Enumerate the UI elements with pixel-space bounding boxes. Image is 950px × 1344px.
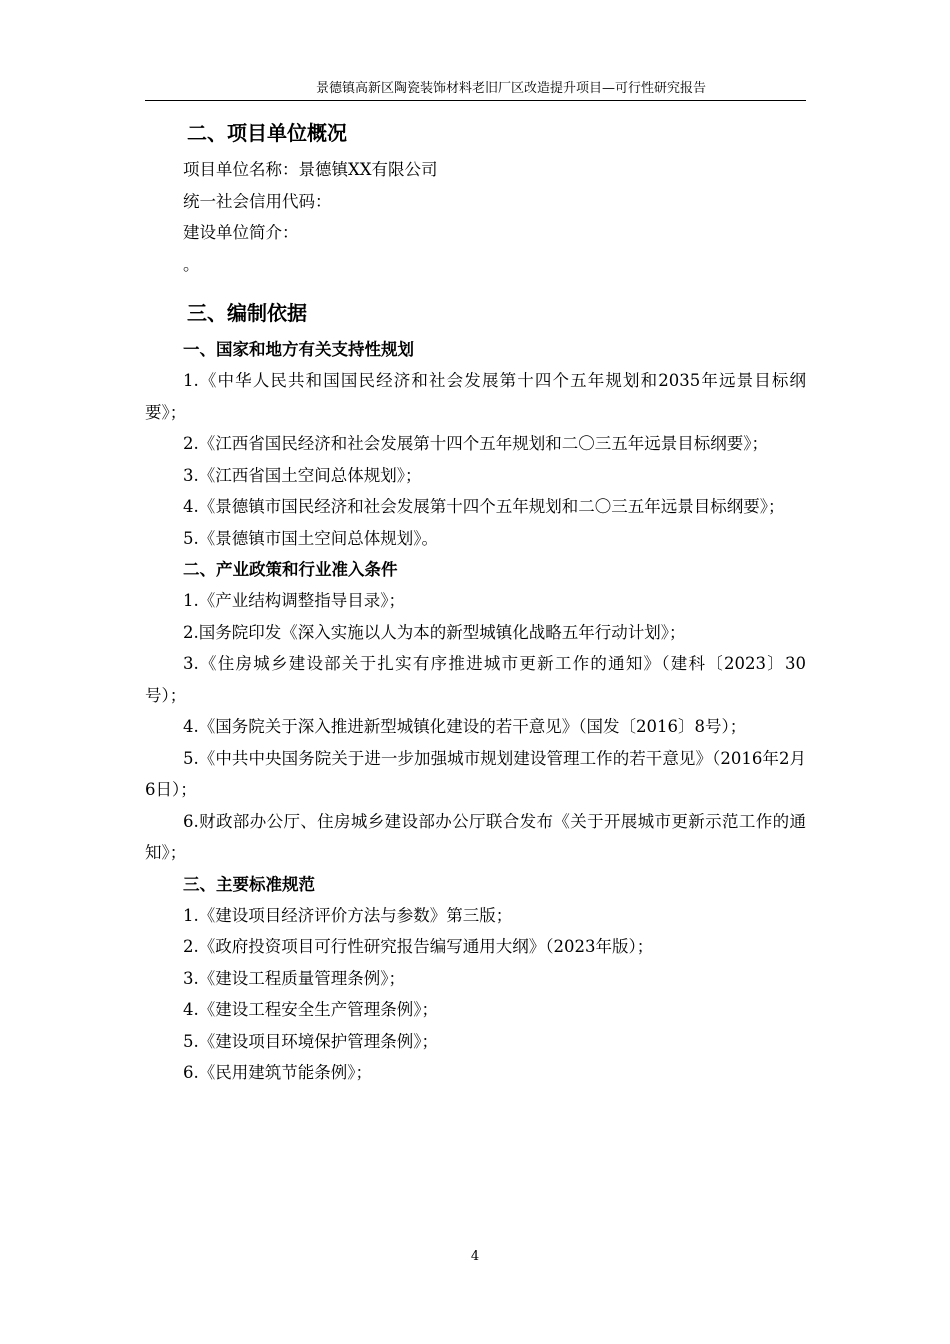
list-item: 5.《建设项目环境保护管理条例》； [183, 1031, 438, 1051]
section-heading-project-unit: 二、项目单位概况 [187, 121, 347, 145]
list-item: 3.《住房城乡建设部关于扎实有序推进城市更新工作的通知》（建科〔2023〕30号）； [145, 654, 806, 705]
page-header [145, 80, 806, 101]
list-item: 3.《江西省国土空间总体规划》； [183, 465, 422, 485]
list-item: 5.《中共中央国务院关于进一步加强城市规划建设管理工作的若干意见》（2016年2月6日）； [145, 748, 806, 799]
project-unit-name: 项目单位名称：景德镇XX有限公司 [183, 160, 438, 179]
list-item: 2.《江西省国民经济和社会发展第十四个五年规划和二〇三五年远景目标纲要》； [183, 434, 768, 453]
list-item: 4.《国务院关于深入推进新型城镇化建设的若干意见》（国发〔2016〕8号）； [183, 717, 747, 736]
unit-intro-body: 。 [183, 254, 200, 274]
list-item: 5.《景德镇市国土空间总体规划》。 [183, 528, 438, 548]
page-number: 4 [470, 1249, 480, 1264]
subsection-heading-planning: 一、国家和地方有关支持性规划 [183, 340, 414, 359]
list-item: 1.《产业结构调整指导目录》； [183, 591, 405, 610]
document-body [145, 112, 806, 1089]
credit-code: 统一社会信用代码： [183, 191, 332, 211]
subsection-heading-standards: 三、主要标准规范 [183, 874, 315, 894]
list-item: 4.《建设工程安全生产管理条例》； [183, 1000, 438, 1019]
list-item: 1.《建设项目经济评价方法与参数》第三版； [183, 905, 513, 925]
subsection-heading-policy: 二、产业政策和行业准入条件 [183, 560, 398, 579]
running-header-title: 景德镇高新区陶瓷装饰材料老旧厂区改造提升项目—可行性研究报告 [315, 81, 706, 96]
unit-intro: 建设单位简介： [183, 223, 299, 242]
list-item: 2.《政府投资项目可行性研究报告编写通用大纲》（2023年版）； [183, 937, 654, 956]
list-item: 6.《民用建筑节能条例》； [183, 1063, 372, 1082]
list-item: 4.《景德镇市国民经济和社会发展第十四个五年规划和二〇三五年远景目标纲要》； [183, 497, 785, 516]
section-heading-basis: 三、编制依据 [187, 301, 307, 325]
list-item: 3.《建设工程质量管理条例》； [183, 968, 405, 988]
list-item: 2.国务院印发《深入实施以人为本的新型城镇化战略五年行动计划》； [183, 622, 686, 642]
list-item: 1.《中华人民共和国国民经济和社会发展第十四个五年规划和2035年远景目标纲要》； [145, 371, 806, 422]
list-item: 6.财政部办公厅、住房城乡建设部办公厅联合发布《关于开展城市更新示范工作的通知》； [145, 811, 806, 862]
